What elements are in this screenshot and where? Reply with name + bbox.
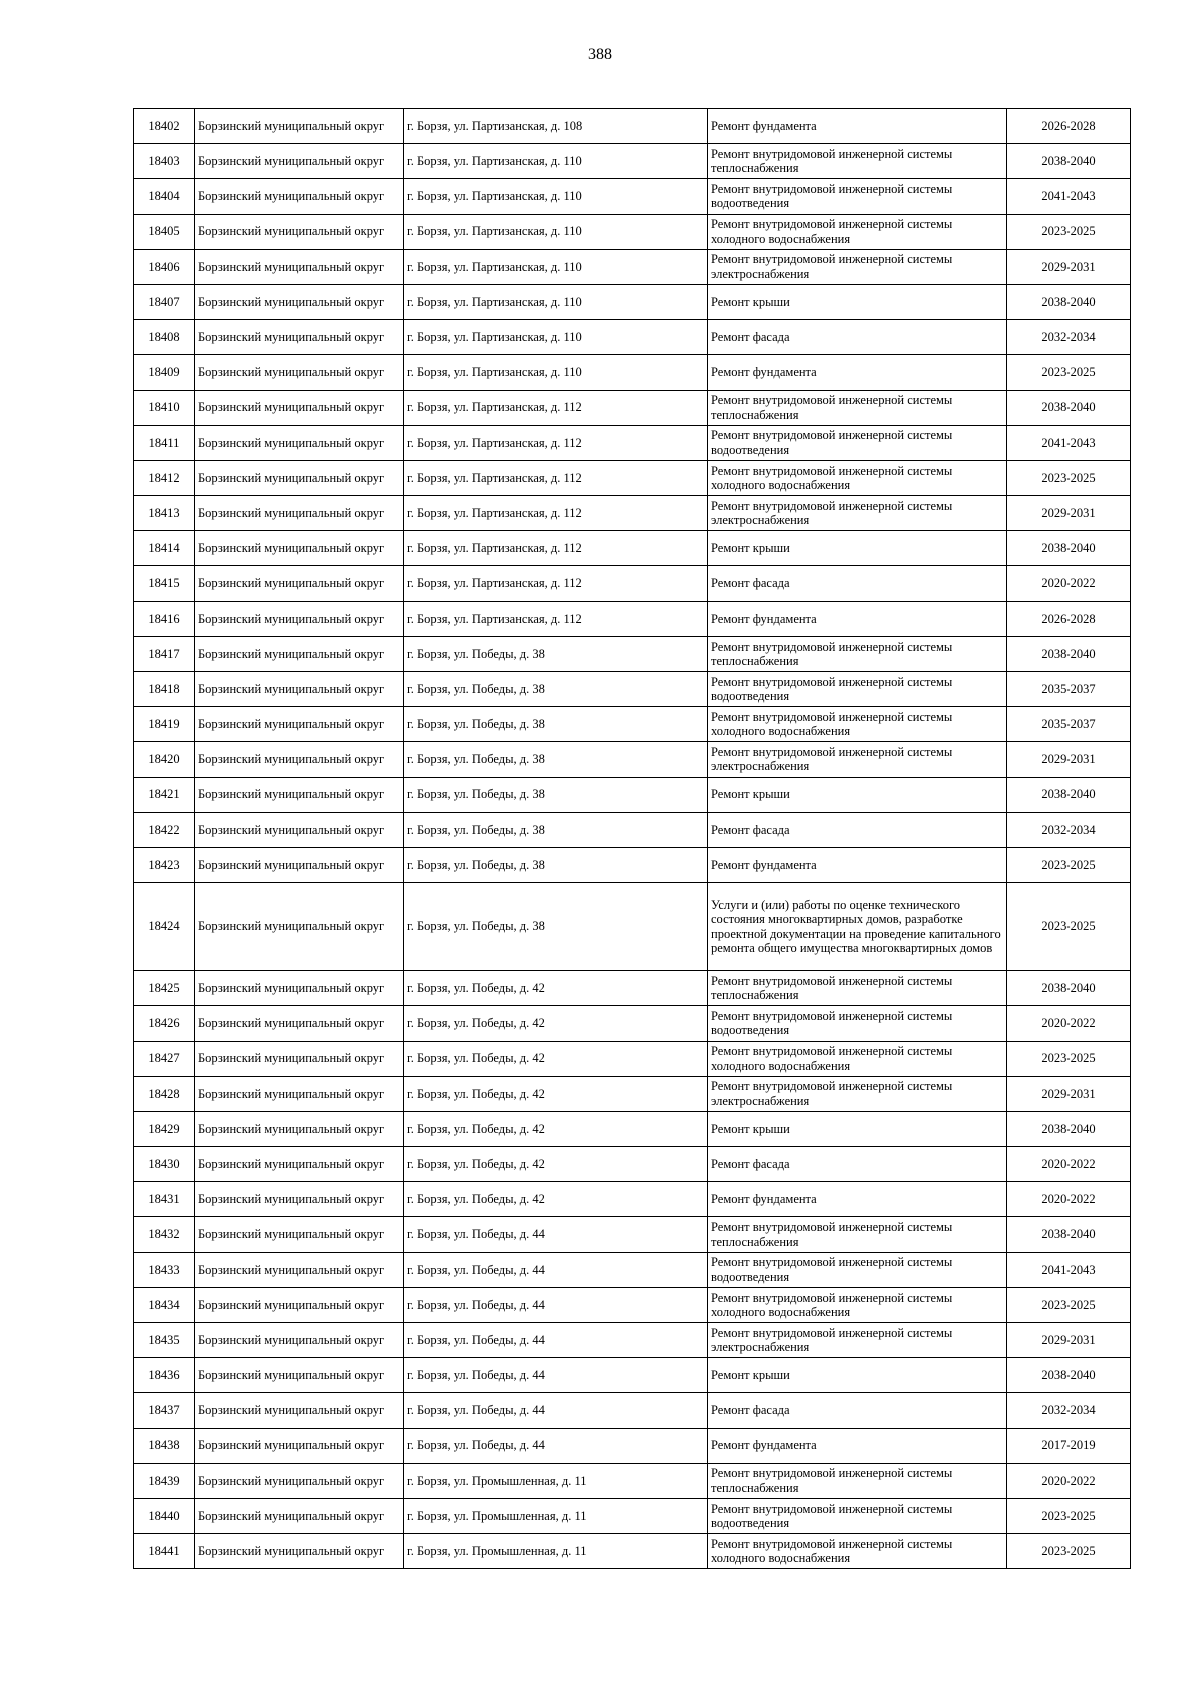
address-cell: г. Борзя, ул. Победы, д. 38 [404, 636, 708, 671]
address-cell: г. Борзя, ул. Партизанская, д. 110 [404, 355, 708, 390]
address-cell: г. Борзя, ул. Промышленная, д. 11 [404, 1498, 708, 1533]
period-cell: 2038-2040 [1007, 284, 1131, 319]
period-cell: 2038-2040 [1007, 636, 1131, 671]
row-number-cell: 18417 [134, 636, 195, 671]
row-number-cell: 18422 [134, 812, 195, 847]
table-row [134, 1182, 1131, 1217]
table-row [134, 460, 1131, 495]
row-number-cell: 18415 [134, 566, 195, 601]
row-number-cell: 18412 [134, 460, 195, 495]
table-row [134, 214, 1131, 249]
work-type-cell: Ремонт внутридомовой инженерной системы водоотведения [708, 672, 1007, 707]
address-cell: г. Борзя, ул. Победы, д. 38 [404, 707, 708, 742]
table-row [134, 320, 1131, 355]
address-cell: г. Борзя, ул. Партизанская, д. 108 [404, 109, 708, 144]
period-cell: 2041-2043 [1007, 425, 1131, 460]
address-cell: г. Борзя, ул. Победы, д. 44 [404, 1358, 708, 1393]
table-row [134, 144, 1131, 179]
period-cell: 2035-2037 [1007, 707, 1131, 742]
row-number-cell: 18424 [134, 883, 195, 971]
period-cell: 2026-2028 [1007, 109, 1131, 144]
table-row [134, 284, 1131, 319]
table-row [134, 672, 1131, 707]
period-cell: 2023-2025 [1007, 1287, 1131, 1322]
table-row [134, 812, 1131, 847]
table-row [134, 249, 1131, 284]
period-cell: 2041-2043 [1007, 1252, 1131, 1287]
table-row [134, 1252, 1131, 1287]
district-cell: Борзинский муниципальный округ [195, 847, 404, 882]
district-cell: Борзинский муниципальный округ [195, 179, 404, 214]
table-row [134, 1358, 1131, 1393]
period-cell: 2023-2025 [1007, 847, 1131, 882]
district-cell: Борзинский муниципальный округ [195, 355, 404, 390]
period-cell: 2023-2025 [1007, 1534, 1131, 1569]
work-type-cell: Ремонт фасада [708, 566, 1007, 601]
table-row [134, 601, 1131, 636]
period-cell: 2029-2031 [1007, 496, 1131, 531]
address-cell: г. Борзя, ул. Победы, д. 42 [404, 1076, 708, 1111]
work-type-cell: Ремонт внутридомовой инженерной системы теплоснабжения [708, 144, 1007, 179]
address-cell: г. Борзя, ул. Партизанская, д. 112 [404, 496, 708, 531]
period-cell: 2032-2034 [1007, 1393, 1131, 1428]
table-row [134, 425, 1131, 460]
row-number-cell: 18420 [134, 742, 195, 777]
row-number-cell: 18439 [134, 1463, 195, 1498]
district-cell: Борзинский муниципальный округ [195, 1358, 404, 1393]
work-type-cell: Ремонт внутридомовой инженерной системы водоотведения [708, 1006, 1007, 1041]
address-cell: г. Борзя, ул. Победы, д. 44 [404, 1252, 708, 1287]
address-cell: г. Борзя, ул. Партизанская, д. 110 [404, 284, 708, 319]
work-type-cell: Ремонт внутридомовой инженерной системы теплоснабжения [708, 390, 1007, 425]
district-cell: Борзинский муниципальный округ [195, 777, 404, 812]
table-row [134, 1393, 1131, 1428]
district-cell: Борзинский муниципальный округ [195, 109, 404, 144]
period-cell: 2023-2025 [1007, 1041, 1131, 1076]
district-cell: Борзинский муниципальный округ [195, 707, 404, 742]
work-type-cell: Ремонт фундамента [708, 109, 1007, 144]
work-type-cell: Ремонт внутридомовой инженерной системы теплоснабжения [708, 971, 1007, 1006]
address-cell: г. Борзя, ул. Партизанская, д. 112 [404, 425, 708, 460]
table-row [134, 847, 1131, 882]
work-type-cell: Ремонт крыши [708, 1111, 1007, 1146]
district-cell: Борзинский муниципальный округ [195, 1534, 404, 1569]
address-cell: г. Борзя, ул. Победы, д. 38 [404, 742, 708, 777]
row-number-cell: 18428 [134, 1076, 195, 1111]
address-cell: г. Борзя, ул. Победы, д. 42 [404, 1041, 708, 1076]
address-cell: г. Борзя, ул. Партизанская, д. 110 [404, 249, 708, 284]
table-row [134, 742, 1131, 777]
table-row [134, 707, 1131, 742]
district-cell: Борзинский муниципальный округ [195, 1252, 404, 1287]
table-row [134, 1041, 1131, 1076]
district-cell: Борзинский муниципальный округ [195, 1006, 404, 1041]
row-number-cell: 18434 [134, 1287, 195, 1322]
work-type-cell: Ремонт внутридомовой инженерной системы электроснабжения [708, 249, 1007, 284]
work-type-cell: Ремонт фасада [708, 320, 1007, 355]
work-type-cell: Ремонт крыши [708, 777, 1007, 812]
district-cell: Борзинский муниципальный округ [195, 249, 404, 284]
district-cell: Борзинский муниципальный округ [195, 214, 404, 249]
work-type-cell: Ремонт внутридомовой инженерной системы теплоснабжения [708, 1217, 1007, 1252]
work-type-cell: Ремонт фасада [708, 812, 1007, 847]
address-cell: г. Борзя, ул. Партизанская, д. 112 [404, 531, 708, 566]
work-type-cell: Ремонт фундамента [708, 1182, 1007, 1217]
address-cell: г. Борзя, ул. Промышленная, д. 11 [404, 1534, 708, 1569]
address-cell: г. Борзя, ул. Победы, д. 38 [404, 672, 708, 707]
district-cell: Борзинский муниципальный округ [195, 1041, 404, 1076]
row-number-cell: 18404 [134, 179, 195, 214]
address-cell: г. Борзя, ул. Промышленная, д. 11 [404, 1463, 708, 1498]
page-number: 388 [588, 46, 612, 63]
district-cell: Борзинский муниципальный округ [195, 1463, 404, 1498]
row-number-cell: 18427 [134, 1041, 195, 1076]
work-type-cell: Ремонт внутридомовой инженерной системы холодного водоснабжения [708, 214, 1007, 249]
table-row [134, 390, 1131, 425]
row-number-cell: 18411 [134, 425, 195, 460]
district-cell: Борзинский муниципальный округ [195, 144, 404, 179]
district-cell: Борзинский муниципальный округ [195, 566, 404, 601]
table-row [134, 531, 1131, 566]
period-cell: 2038-2040 [1007, 777, 1131, 812]
work-type-cell: Ремонт внутридомовой инженерной системы электроснабжения [708, 742, 1007, 777]
district-cell: Борзинский муниципальный округ [195, 1323, 404, 1358]
period-cell: 2020-2022 [1007, 566, 1131, 601]
district-cell: Борзинский муниципальный округ [195, 1498, 404, 1533]
period-cell: 2041-2043 [1007, 179, 1131, 214]
table-row [134, 777, 1131, 812]
work-type-cell: Ремонт фундамента [708, 847, 1007, 882]
address-cell: г. Борзя, ул. Партизанская, д. 110 [404, 144, 708, 179]
table-row [134, 355, 1131, 390]
row-number-cell: 18425 [134, 971, 195, 1006]
row-number-cell: 18405 [134, 214, 195, 249]
table-row [134, 883, 1131, 971]
address-cell: г. Борзя, ул. Партизанская, д. 110 [404, 320, 708, 355]
period-cell: 2020-2022 [1007, 1147, 1131, 1182]
work-type-cell: Ремонт внутридомовой инженерной системы электроснабжения [708, 496, 1007, 531]
row-number-cell: 18435 [134, 1323, 195, 1358]
work-type-cell: Ремонт внутридомовой инженерной системы водоотведения [708, 425, 1007, 460]
address-cell: г. Борзя, ул. Победы, д. 38 [404, 777, 708, 812]
table-row [134, 971, 1131, 1006]
address-cell: г. Борзя, ул. Партизанская, д. 112 [404, 390, 708, 425]
period-cell: 2026-2028 [1007, 601, 1131, 636]
row-number-cell: 18436 [134, 1358, 195, 1393]
row-number-cell: 18438 [134, 1428, 195, 1463]
table-row [134, 1498, 1131, 1533]
work-type-cell: Ремонт внутридомовой инженерной системы теплоснабжения [708, 1463, 1007, 1498]
row-number-cell: 18409 [134, 355, 195, 390]
district-cell: Борзинский муниципальный округ [195, 1111, 404, 1146]
district-cell: Борзинский муниципальный округ [195, 390, 404, 425]
row-number-cell: 18410 [134, 390, 195, 425]
row-number-cell: 18414 [134, 531, 195, 566]
table-row [134, 1463, 1131, 1498]
district-cell: Борзинский муниципальный округ [195, 284, 404, 319]
work-type-cell: Ремонт крыши [708, 531, 1007, 566]
address-cell: г. Борзя, ул. Партизанская, д. 112 [404, 460, 708, 495]
row-number-cell: 18419 [134, 707, 195, 742]
work-type-cell: Ремонт крыши [708, 1358, 1007, 1393]
repair-schedule-table [133, 108, 1131, 1569]
work-type-cell: Ремонт внутридомовой инженерной системы холодного водоснабжения [708, 1287, 1007, 1322]
work-type-cell: Ремонт крыши [708, 284, 1007, 319]
row-number-cell: 18403 [134, 144, 195, 179]
row-number-cell: 18429 [134, 1111, 195, 1146]
row-number-cell: 18431 [134, 1182, 195, 1217]
period-cell: 2029-2031 [1007, 1323, 1131, 1358]
work-type-cell: Ремонт фундамента [708, 601, 1007, 636]
work-type-cell: Ремонт внутридомовой инженерной системы водоотведения [708, 1498, 1007, 1533]
work-type-cell: Ремонт внутридомовой инженерной системы холодного водоснабжения [708, 1041, 1007, 1076]
district-cell: Борзинский муниципальный округ [195, 320, 404, 355]
table-row [134, 1076, 1131, 1111]
period-cell: 2035-2037 [1007, 672, 1131, 707]
period-cell: 2038-2040 [1007, 971, 1131, 1006]
work-type-cell: Ремонт фасада [708, 1147, 1007, 1182]
period-cell: 2029-2031 [1007, 742, 1131, 777]
district-cell: Борзинский муниципальный округ [195, 1428, 404, 1463]
period-cell: 2038-2040 [1007, 1217, 1131, 1252]
row-number-cell: 18402 [134, 109, 195, 144]
period-cell: 2023-2025 [1007, 355, 1131, 390]
table-row [134, 566, 1131, 601]
period-cell: 2038-2040 [1007, 531, 1131, 566]
work-type-cell: Ремонт внутридомовой инженерной системы водоотведения [708, 179, 1007, 214]
work-type-cell: Ремонт фундамента [708, 355, 1007, 390]
address-cell: г. Борзя, ул. Партизанская, д. 112 [404, 601, 708, 636]
address-cell: г. Борзя, ул. Партизанская, д. 112 [404, 566, 708, 601]
district-cell: Борзинский муниципальный округ [195, 601, 404, 636]
work-type-cell: Ремонт внутридомовой инженерной системы холодного водоснабжения [708, 1534, 1007, 1569]
period-cell: 2032-2034 [1007, 320, 1131, 355]
district-cell: Борзинский муниципальный округ [195, 531, 404, 566]
work-type-cell: Ремонт внутридомовой инженерной системы теплоснабжения [708, 636, 1007, 671]
period-cell: 2029-2031 [1007, 249, 1131, 284]
address-cell: г. Борзя, ул. Победы, д. 42 [404, 1147, 708, 1182]
work-type-cell: Ремонт внутридомовой инженерной системы электроснабжения [708, 1323, 1007, 1358]
row-number-cell: 18418 [134, 672, 195, 707]
period-cell: 2023-2025 [1007, 460, 1131, 495]
address-cell: г. Борзя, ул. Победы, д. 44 [404, 1323, 708, 1358]
district-cell: Борзинский муниципальный округ [195, 636, 404, 671]
district-cell: Борзинский муниципальный округ [195, 1182, 404, 1217]
row-number-cell: 18441 [134, 1534, 195, 1569]
row-number-cell: 18406 [134, 249, 195, 284]
address-cell: г. Борзя, ул. Победы, д. 44 [404, 1287, 708, 1322]
address-cell: г. Борзя, ул. Победы, д. 42 [404, 1182, 708, 1217]
table-row [134, 179, 1131, 214]
row-number-cell: 18423 [134, 847, 195, 882]
work-type-cell: Ремонт фундамента [708, 1428, 1007, 1463]
address-cell: г. Борзя, ул. Партизанская, д. 110 [404, 214, 708, 249]
address-cell: г. Борзя, ул. Победы, д. 42 [404, 971, 708, 1006]
district-cell: Борзинский муниципальный округ [195, 1147, 404, 1182]
address-cell: г. Борзя, ул. Победы, д. 44 [404, 1428, 708, 1463]
address-cell: г. Борзя, ул. Победы, д. 42 [404, 1111, 708, 1146]
district-cell: Борзинский муниципальный округ [195, 460, 404, 495]
work-type-cell: Ремонт внутридомовой инженерной системы водоотведения [708, 1252, 1007, 1287]
table-row [134, 1428, 1131, 1463]
district-cell: Борзинский муниципальный округ [195, 672, 404, 707]
table-row [134, 109, 1131, 144]
district-cell: Борзинский муниципальный округ [195, 1217, 404, 1252]
row-number-cell: 18413 [134, 496, 195, 531]
table-row [134, 1006, 1131, 1041]
work-type-cell: Ремонт внутридомовой инженерной системы холодного водоснабжения [708, 707, 1007, 742]
district-cell: Борзинский муниципальный округ [195, 742, 404, 777]
table-row [134, 1111, 1131, 1146]
district-cell: Борзинский муниципальный округ [195, 496, 404, 531]
row-number-cell: 18437 [134, 1393, 195, 1428]
period-cell: 2020-2022 [1007, 1463, 1131, 1498]
district-cell: Борзинский муниципальный округ [195, 812, 404, 847]
district-cell: Борзинский муниципальный округ [195, 425, 404, 460]
period-cell: 2023-2025 [1007, 1498, 1131, 1533]
period-cell: 2017-2019 [1007, 1428, 1131, 1463]
work-type-cell: Ремонт внутридомовой инженерной системы холодного водоснабжения [708, 460, 1007, 495]
table-row [134, 1287, 1131, 1322]
period-cell: 2023-2025 [1007, 214, 1131, 249]
table-row [134, 1323, 1131, 1358]
address-cell: г. Борзя, ул. Победы, д. 38 [404, 847, 708, 882]
table-body [134, 109, 1131, 1569]
address-cell: г. Борзя, ул. Победы, д. 38 [404, 812, 708, 847]
table-row [134, 1147, 1131, 1182]
period-cell: 2020-2022 [1007, 1182, 1131, 1217]
row-number-cell: 18430 [134, 1147, 195, 1182]
period-cell: 2038-2040 [1007, 1111, 1131, 1146]
table-row [134, 496, 1131, 531]
period-cell: 2023-2025 [1007, 883, 1131, 971]
row-number-cell: 18408 [134, 320, 195, 355]
district-cell: Борзинский муниципальный округ [195, 883, 404, 971]
row-number-cell: 18440 [134, 1498, 195, 1533]
district-cell: Борзинский муниципальный округ [195, 1393, 404, 1428]
period-cell: 2038-2040 [1007, 1358, 1131, 1393]
period-cell: 2032-2034 [1007, 812, 1131, 847]
address-cell: г. Борзя, ул. Победы, д. 44 [404, 1217, 708, 1252]
district-cell: Борзинский муниципальный округ [195, 971, 404, 1006]
address-cell: г. Борзя, ул. Победы, д. 38 [404, 883, 708, 971]
period-cell: 2029-2031 [1007, 1076, 1131, 1111]
period-cell: 2038-2040 [1007, 390, 1131, 425]
district-cell: Борзинский муниципальный округ [195, 1076, 404, 1111]
row-number-cell: 18426 [134, 1006, 195, 1041]
work-type-cell: Ремонт внутридомовой инженерной системы электроснабжения [708, 1076, 1007, 1111]
row-number-cell: 18407 [134, 284, 195, 319]
address-cell: г. Борзя, ул. Партизанская, д. 110 [404, 179, 708, 214]
district-cell: Борзинский муниципальный округ [195, 1287, 404, 1322]
period-cell: 2038-2040 [1007, 144, 1131, 179]
address-cell: г. Борзя, ул. Победы, д. 42 [404, 1006, 708, 1041]
period-cell: 2020-2022 [1007, 1006, 1131, 1041]
row-number-cell: 18433 [134, 1252, 195, 1287]
work-type-cell: Услуги и (или) работы по оценке технического состояния многоквартирных домов, разработке проектной документации на проведение капитального ремонта общего имущества многоквартирных домов [708, 883, 1007, 971]
table-row [134, 1534, 1131, 1569]
table-row [134, 636, 1131, 671]
row-number-cell: 18416 [134, 601, 195, 636]
table-row [134, 1217, 1131, 1252]
row-number-cell: 18421 [134, 777, 195, 812]
work-type-cell: Ремонт фасада [708, 1393, 1007, 1428]
address-cell: г. Борзя, ул. Победы, д. 44 [404, 1393, 708, 1428]
row-number-cell: 18432 [134, 1217, 195, 1252]
